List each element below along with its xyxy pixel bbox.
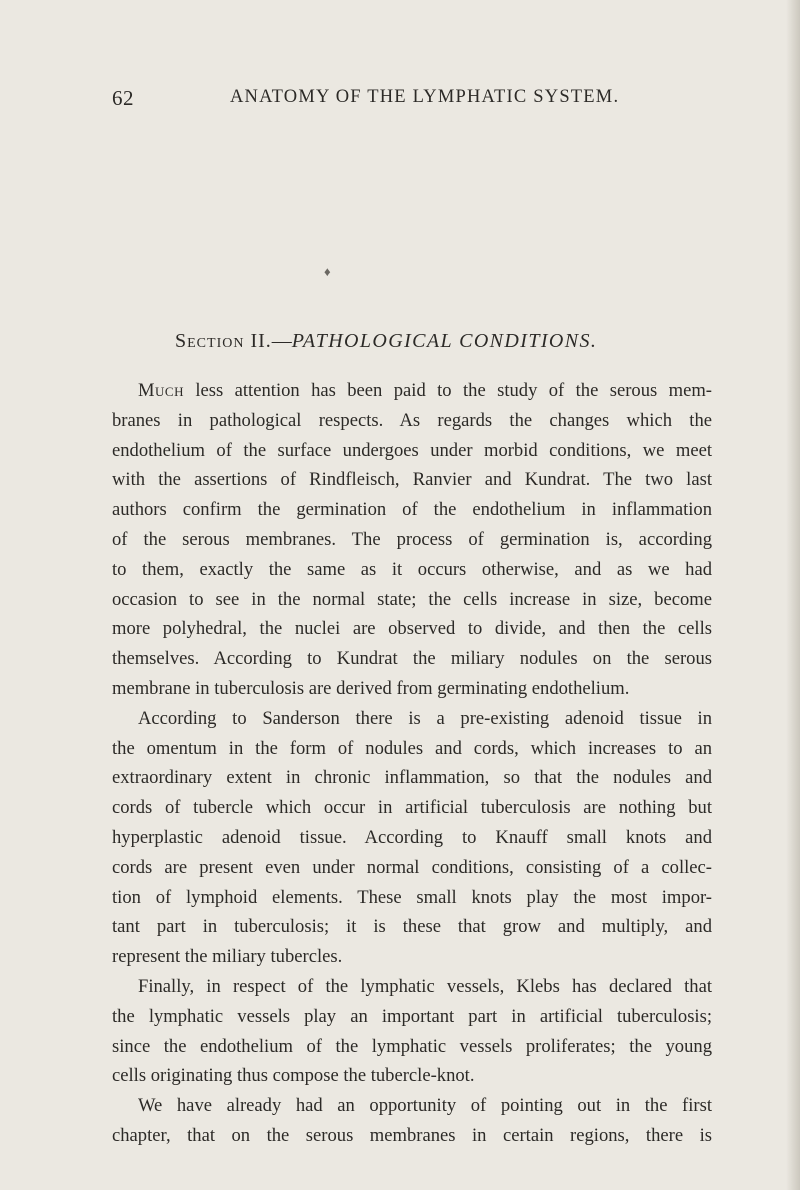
text-line: hyperplastic adenoid tissue. According to Knauff small knots and [112, 826, 712, 848]
text-line: more polyhedral, the nuclei are observed to divide, and then the cells [112, 618, 712, 640]
text-line: cells originating thus compose the tubercle-knot. [112, 1065, 475, 1087]
text-line: We have already had an opportunity of pointing out in the first [138, 1095, 712, 1117]
running-title: ANATOMY OF THE LYMPHATIC SYSTEM. [230, 87, 620, 107]
text-line: represent the miliary tubercles. [112, 946, 343, 968]
text-line: Finally, in respect of the lymphatic vessels, Klebs has declared that [138, 975, 712, 997]
running-head [112, 86, 712, 116]
text-line: endothelium of the surface undergoes under morbid conditions, we meet [112, 439, 712, 461]
text-line: branes in pathological respects. As regards the changes which the [112, 409, 712, 431]
text-line: chapter, that on the serous membranes in certain regions, there is [112, 1124, 712, 1146]
text-line: Much less attention has been paid to the study of the serous mem- [138, 380, 712, 401]
ornament-mark: ♦ [324, 264, 331, 279]
text-line: the lymphatic vessels play an important part in artificial tuberculosis; [112, 1005, 712, 1027]
text-line: authors confirm the germination of the endothelium in inflammation [112, 499, 712, 521]
text-line: cords of tubercle which occur in artificial tuberculosis are nothing but [112, 797, 712, 819]
section-dash: — [271, 330, 292, 352]
section-heading [175, 330, 715, 353]
lead-word: Much [138, 380, 184, 401]
text-line: themselves. According to Kundrat the miliary nodules on the serous [112, 648, 712, 670]
section-label: Section II. [175, 330, 272, 352]
text-line: tion of lymphoid elements. These small knots play the most impor- [112, 886, 712, 908]
paragraph-1 [112, 376, 712, 704]
paragraph-4 [112, 1091, 712, 1151]
text-line: with the assertions of Rindfleisch, Ranvier and Kundrat. The two last [112, 469, 712, 491]
text-line: cords are present even under normal conditions, consisting of a collec- [112, 856, 712, 878]
paragraph-2 [112, 704, 712, 972]
text-line: According to Sanderson there is a pre-existing adenoid tissue in [138, 707, 712, 729]
text-line: the omentum in the form of nodules and cords, which increases to an [112, 737, 712, 759]
page-number: 62 [112, 86, 134, 110]
page-edge-shadow [786, 0, 800, 1190]
text-line: tant part in tuberculosis; it is these that grow and multiply, and [112, 916, 712, 938]
body-text [112, 376, 712, 1151]
paragraph-3 [112, 972, 712, 1091]
text-line: of the serous membranes. The process of germination is, according [112, 528, 712, 550]
text-line: to them, exactly the same as it occurs otherwise, and as we had [112, 558, 712, 580]
text-line: membrane in tuberculosis are derived from germinating endothelium. [112, 677, 630, 699]
text-line: occasion to see in the normal state; the cells increase in size, become [112, 588, 712, 610]
section-title: PATHOLOGICAL CONDITIONS. [291, 330, 598, 352]
text-line: extraordinary extent in chronic inflammation, so that the nodules and [112, 767, 712, 789]
text-line: since the endothelium of the lymphatic vessels proliferates; the young [112, 1035, 712, 1057]
